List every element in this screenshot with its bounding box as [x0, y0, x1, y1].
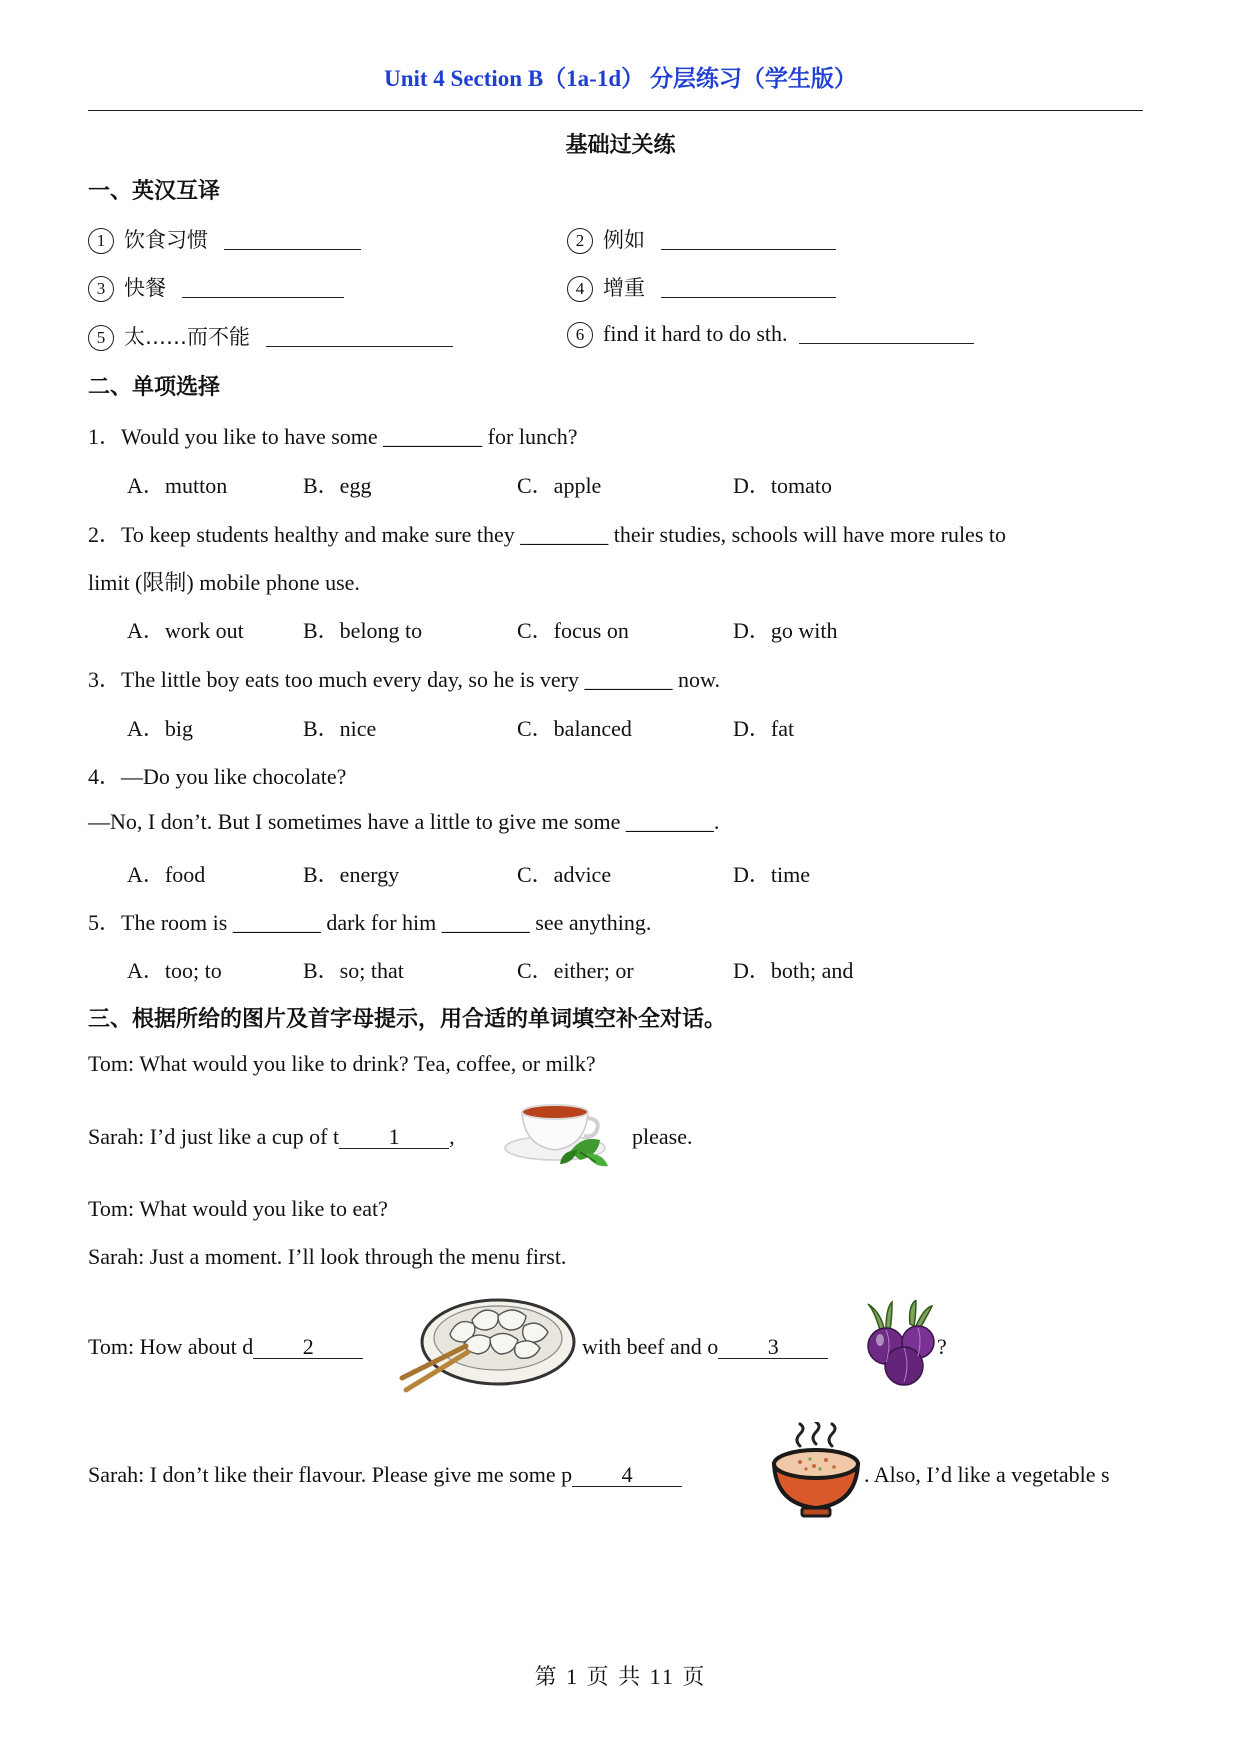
answer-blank-3[interactable]: 3 — [718, 1336, 828, 1359]
dialogue-text: please. — [632, 1124, 693, 1149]
q1-option-a[interactable]: A．mutton — [127, 473, 228, 498]
q4-option-c[interactable]: C．advice — [517, 862, 612, 887]
answer-blank[interactable] — [661, 277, 836, 298]
q3-option-a[interactable]: A．big — [127, 716, 194, 741]
onions-icon — [858, 1300, 948, 1390]
vocab-item-3 — [88, 272, 344, 302]
question-4-stem: 4．—Do you like chocolate? — [88, 764, 347, 789]
q4-option-b[interactable]: B．energy — [303, 862, 400, 887]
q1-option-d[interactable]: D．tomato — [733, 473, 832, 498]
item-number: 6 — [567, 322, 593, 348]
section-title: 基础过关练 — [565, 132, 676, 157]
vocab-text: 增重 — [603, 276, 645, 300]
dialogue-text: Sarah: I’d just like a cup of t — [88, 1124, 340, 1149]
vocab-text: 太……而不能 — [124, 325, 250, 349]
dialogue-text: , — [449, 1124, 455, 1149]
question-4-stem-cont: —No, I don’t. But I sometimes have a little to give me some ________. — [88, 809, 720, 834]
answer-blank[interactable] — [266, 326, 453, 347]
part1-heading: 一、英汉互译 — [88, 179, 221, 204]
dialogue-line-2 — [88, 1124, 455, 1150]
q1-option-b[interactable]: B．egg — [303, 473, 372, 498]
soup-bowl-icon — [770, 1422, 862, 1522]
question-2-stem: 2．To keep students healthy and make sure they ________ their studies, schools will have more rules to — [88, 522, 1006, 547]
dialogue-line-1: Tom: What would you like to drink? Tea, coffee, or milk? — [88, 1051, 596, 1076]
part2-heading: 二、单项选择 — [88, 375, 221, 400]
q2-option-a[interactable]: A．work out — [127, 618, 244, 643]
vocab-text: 例如 — [603, 228, 645, 252]
vocab-text: 饮食习惯 — [124, 228, 208, 252]
q3-option-d[interactable]: D．fat — [733, 716, 795, 741]
answer-blank[interactable] — [182, 277, 344, 298]
tea-cup-icon — [500, 1090, 625, 1180]
vocab-text: find it hard to do sth. — [603, 321, 788, 346]
answer-blank[interactable] — [224, 229, 361, 250]
dialogue-text: Sarah: I don’t like their flavour. Please give me some p — [88, 1462, 573, 1487]
question-1-stem: 1．Would you like to have some _________ for lunch? — [88, 424, 578, 449]
question-2-stem-cont: limit (限制) mobile phone use. — [88, 570, 360, 595]
dialogue-text: with beef and o — [582, 1334, 719, 1359]
question-5-stem: 5．The room is ________ dark for him ________ see anything. — [88, 910, 652, 935]
vocab-text: 快餐 — [124, 276, 166, 300]
part3-heading: 三、根据所给的图片及首字母提示，用合适的单词填空补全对话。 — [88, 1007, 727, 1032]
dialogue-text: ? — [937, 1334, 947, 1359]
q2-option-c[interactable]: C．focus on — [517, 618, 629, 643]
dialogue-line-4: Sarah: Just a moment. I’ll look through the menu first. — [88, 1244, 567, 1269]
answer-blank-2[interactable]: 2 — [253, 1336, 363, 1359]
q2-option-d[interactable]: D．go with — [733, 618, 838, 643]
vocab-item-4 — [567, 272, 836, 302]
page-number: 第 1 页 共 11 页 — [534, 1664, 707, 1689]
vocab-item-2 — [567, 224, 836, 254]
q5-option-a[interactable]: A．too; to — [127, 958, 222, 983]
dialogue-text: Tom: How about d — [88, 1334, 254, 1359]
item-number: 2 — [567, 228, 593, 254]
answer-blank-4[interactable]: 4 — [572, 1464, 682, 1487]
dialogue-line-6-cont: . Also, I’d like a vegetable s — [864, 1462, 1110, 1487]
dialogue-line-5-cont — [582, 1334, 828, 1360]
q5-option-d[interactable]: D．both; and — [733, 958, 854, 983]
document-title: Unit 4 Section B（1a-1d） 分层练习（学生版） — [384, 66, 857, 91]
item-number: 5 — [88, 325, 114, 351]
item-number: 1 — [88, 228, 114, 254]
dialogue-line-3: Tom: What would you like to eat? — [88, 1196, 388, 1221]
q2-option-b[interactable]: B．belong to — [303, 618, 423, 643]
q5-option-b[interactable]: B．so; that — [303, 958, 404, 983]
vocab-item-1 — [88, 224, 361, 254]
q3-option-b[interactable]: B．nice — [303, 716, 377, 741]
q4-option-d[interactable]: D．time — [733, 862, 810, 887]
answer-blank-1[interactable]: 1 — [339, 1126, 449, 1149]
q4-option-a[interactable]: A．food — [127, 862, 206, 887]
item-number: 3 — [88, 276, 114, 302]
dialogue-line-6 — [88, 1462, 682, 1488]
q1-option-c[interactable]: C．apple — [517, 473, 602, 498]
answer-blank[interactable] — [661, 229, 836, 250]
item-number: 4 — [567, 276, 593, 302]
q3-option-c[interactable]: C．balanced — [517, 716, 632, 741]
q5-option-c[interactable]: C．either; or — [517, 958, 634, 983]
header-divider — [88, 110, 1143, 111]
vocab-item-5 — [88, 321, 453, 351]
vocab-item-6 — [567, 321, 974, 348]
dumplings-icon — [398, 1290, 578, 1395]
question-3-stem: 3．The little boy eats too much every day, so he is very ________ now. — [88, 667, 720, 692]
answer-blank[interactable] — [799, 323, 974, 344]
dialogue-line-5 — [88, 1334, 363, 1360]
